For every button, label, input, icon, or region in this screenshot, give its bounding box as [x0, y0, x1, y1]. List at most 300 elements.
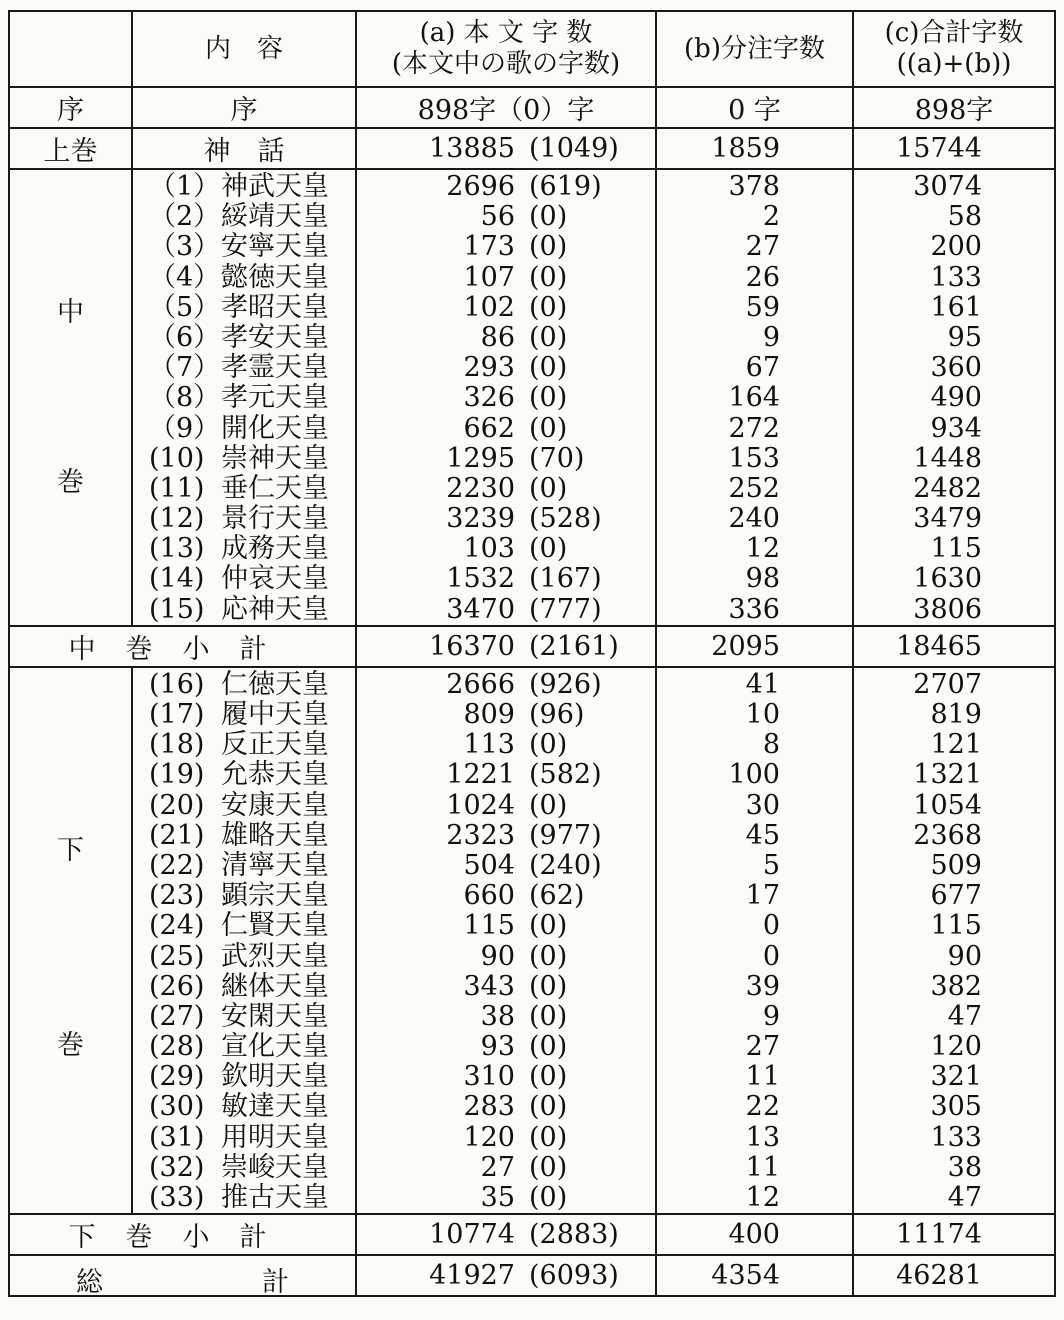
note-count-value: 252 [728, 472, 780, 504]
total-count-value: 2482 [913, 472, 982, 504]
note-count-value: 5 [762, 849, 780, 881]
main-text-count-value: 2666 [446, 668, 515, 700]
grand-total-c: 46281 [896, 1260, 982, 1292]
note-count-value: 11 [745, 1151, 780, 1183]
emperor-name: 崇神天皇 [221, 442, 329, 474]
main-text-count-value: 35 [480, 1182, 515, 1213]
emperor-row-label [133, 383, 355, 413]
main-text-count [357, 821, 655, 851]
emperor-row-label [133, 760, 355, 790]
header-c-line1: (c)合計字数 [884, 18, 1024, 48]
upper-a-paren: (1049) [529, 133, 619, 164]
middle-subtotal-row [9, 626, 1055, 667]
grand-total-c-cell [853, 1255, 1055, 1296]
grand-total-a-paren: (6093) [529, 1260, 619, 1292]
total-count-value: 934 [930, 412, 982, 444]
total-count-value: 2707 [913, 668, 982, 700]
total-count-value: 305 [930, 1091, 982, 1123]
song-count-value: (0) [529, 729, 568, 761]
main-text-count [357, 232, 655, 262]
note-count-value: 378 [728, 171, 780, 202]
emperor-number: (14) [149, 563, 205, 595]
lower-subtotal-row [9, 1214, 1055, 1255]
note-count-value: 9 [762, 321, 780, 353]
song-count-value: (0) [529, 261, 568, 293]
note-count-value: 27 [745, 1031, 780, 1063]
note-count-value: 26 [745, 261, 780, 293]
lower-subtotal-b: 400 [728, 1219, 780, 1251]
lower-volume-label-2: 巻 [57, 1029, 84, 1061]
middle-subtotal-a-paren: (2161) [529, 630, 619, 662]
emperor-number: （8） [149, 382, 221, 414]
note-count-value: 59 [745, 291, 780, 323]
emperor-number: （7） [149, 352, 221, 384]
emperor-number: (11) [149, 472, 205, 504]
header-a-line1: (a) 本 文 字 数 [419, 18, 593, 48]
main-text-count-value: 662 [463, 412, 515, 444]
song-count-value: (0) [529, 940, 568, 972]
total-count-value: 2368 [913, 819, 982, 851]
middle-names-cell [132, 169, 356, 626]
main-text-count-value: 1024 [446, 789, 515, 821]
middle-subtotal-a-cell [356, 626, 656, 667]
main-text-count [357, 700, 655, 730]
song-count-value: (977) [529, 819, 602, 851]
upper-b: 1859 [711, 133, 780, 164]
grand-total-a-main: 41927 [429, 1260, 515, 1292]
emperor-row-label [133, 564, 355, 594]
note-count-value: 11 [745, 1061, 780, 1093]
grand-total-row [9, 1255, 1055, 1296]
song-count-value: (0) [529, 201, 568, 233]
note-count-value: 98 [745, 563, 780, 595]
emperor-row-label [133, 730, 355, 760]
emperor-row-label [133, 1153, 355, 1183]
song-count-value: (0) [529, 412, 568, 444]
emperor-name: 顕宗天皇 [221, 880, 329, 912]
grand-total-label-1: 総 [76, 1267, 103, 1299]
song-count-value: (0) [529, 1061, 568, 1093]
kojiki-character-count-table [8, 10, 1056, 1297]
emperor-name: 安康天皇 [221, 789, 329, 821]
emperor-row-label [133, 595, 355, 625]
note-count-value: 0 [762, 910, 780, 942]
main-text-count [357, 760, 655, 790]
emperor-row-label [133, 1183, 355, 1213]
main-text-count-value: 504 [463, 849, 515, 881]
preface-b: 0 字 [656, 87, 853, 128]
emperor-name: 神武天皇 [221, 171, 329, 202]
main-text-count-value: 38 [480, 1000, 515, 1032]
emperor-row-label [133, 700, 355, 730]
emperor-number: (21) [149, 819, 205, 851]
main-text-count-value: 2323 [446, 819, 515, 851]
song-count-value: (96) [529, 699, 585, 730]
main-text-count [357, 353, 655, 383]
note-count-value: 240 [728, 503, 780, 535]
emperor-name: 宣化天皇 [221, 1031, 329, 1063]
note-count-value: 10 [745, 699, 780, 730]
emperor-name: 応神天皇 [221, 593, 329, 625]
emperor-number: (32) [149, 1151, 205, 1183]
main-text-count-value: 343 [463, 970, 515, 1002]
note-count-value: 41 [745, 668, 780, 700]
lower-c-cell [853, 667, 1055, 1214]
emperor-row-label [133, 353, 355, 383]
middle-subtotal-c: 18465 [896, 630, 982, 662]
note-count-value: 30 [745, 789, 780, 821]
emperor-name: 孝昭天皇 [221, 291, 329, 323]
main-text-count [357, 881, 655, 911]
total-count-value: 120 [930, 1031, 982, 1063]
song-count-value: (0) [529, 1182, 568, 1213]
main-text-count [357, 1062, 655, 1092]
main-text-count [357, 942, 655, 972]
song-count-value: (0) [529, 1151, 568, 1183]
total-count-value: 3479 [913, 503, 982, 535]
main-text-count-value: 3470 [446, 593, 515, 625]
emperor-number: (26) [149, 970, 205, 1002]
song-count-value: (0) [529, 910, 568, 942]
emperor-name: 懿徳天皇 [221, 261, 329, 293]
main-text-count [357, 474, 655, 504]
grand-total-label-2: 計 [262, 1267, 289, 1299]
emperor-row-label [133, 504, 355, 534]
main-text-count [357, 1123, 655, 1153]
song-count-value: (0) [529, 789, 568, 821]
song-count-value: (0) [529, 1121, 568, 1153]
emperor-number: （1） [149, 171, 221, 202]
emperor-row-label [133, 821, 355, 851]
main-text-count-value: 115 [463, 910, 515, 942]
emperor-number: (24) [149, 910, 205, 942]
middle-subtotal-b-cell [656, 626, 853, 667]
emperor-name: 開化天皇 [221, 412, 329, 444]
main-text-count [357, 791, 655, 821]
song-count-value: (0) [529, 1091, 568, 1123]
song-count-value: (0) [529, 970, 568, 1002]
note-count-value: 0 [762, 940, 780, 972]
song-count-value: (777) [529, 593, 602, 625]
note-count-value: 13 [745, 1121, 780, 1153]
emperor-name: 成務天皇 [221, 533, 329, 565]
lower-subtotal-b-cell [656, 1214, 853, 1255]
emperor-number: (31) [149, 1121, 205, 1153]
header-c-line2: ((a)+(b)) [896, 49, 1012, 79]
upper-b-cell [656, 128, 853, 169]
main-text-count [357, 1092, 655, 1122]
upper-volume-row [9, 128, 1055, 169]
upper-a-main: 13885 [429, 133, 515, 164]
lower-a-cell [356, 667, 656, 1214]
middle-volume-block [9, 169, 1055, 626]
total-count-value: 360 [930, 352, 982, 384]
main-text-count [357, 534, 655, 564]
lower-subtotal-a-paren: (2883) [529, 1219, 619, 1251]
note-count-value: 100 [728, 759, 780, 791]
emperor-number: （3） [149, 231, 221, 263]
main-text-count-value: 113 [463, 729, 515, 761]
main-text-count [357, 444, 655, 474]
emperor-row-label [133, 172, 355, 202]
header-b-cell [656, 11, 853, 87]
emperor-name: 允恭天皇 [221, 759, 329, 791]
header-volume-cell [9, 11, 132, 87]
note-count-value: 2 [762, 201, 780, 233]
header-a-cell [356, 11, 656, 87]
middle-subtotal-b: 2095 [711, 630, 780, 662]
main-text-count-value: 660 [463, 880, 515, 912]
main-text-count-value: 120 [463, 1121, 515, 1153]
grand-total-label-cell [9, 1255, 356, 1299]
total-count-value: 490 [930, 382, 982, 414]
note-count-value: 9 [762, 1000, 780, 1032]
emperor-row-label [133, 1123, 355, 1153]
upper-volume-label: 上巻 [9, 128, 132, 169]
main-text-count-value: 90 [480, 940, 515, 972]
emperor-number: (18) [149, 729, 205, 761]
total-count-value: 115 [930, 533, 982, 565]
note-count-value: 67 [745, 352, 780, 384]
upper-name: 神 話 [132, 128, 356, 169]
emperor-number: (13) [149, 533, 205, 565]
emperor-row-label [133, 534, 355, 564]
song-count-value: (0) [529, 382, 568, 414]
emperor-row-label [133, 293, 355, 323]
main-text-count-value: 102 [463, 291, 515, 323]
main-text-count-value: 1221 [446, 759, 515, 791]
emperor-name: 推古天皇 [221, 1182, 329, 1213]
total-count-value: 90 [947, 940, 982, 972]
main-text-count-value: 27 [480, 1151, 515, 1183]
emperor-row-label [133, 202, 355, 232]
song-count-value: (0) [529, 1000, 568, 1032]
emperor-name: 履中天皇 [221, 699, 329, 730]
main-text-count-value: 173 [463, 231, 515, 263]
total-count-value: 161 [930, 291, 982, 323]
main-text-count-value: 2696 [446, 171, 515, 202]
upper-a-cell [356, 128, 656, 169]
main-text-count-value: 2230 [446, 472, 515, 504]
emperor-name: 孝元天皇 [221, 382, 329, 414]
total-count-value: 133 [930, 261, 982, 293]
lower-volume-cell [9, 667, 132, 1214]
emperor-row-label [133, 791, 355, 821]
lower-names-cell [132, 667, 356, 1214]
main-text-count-value: 3239 [446, 503, 515, 535]
total-count-value: 382 [930, 970, 982, 1002]
emperor-row-label [133, 414, 355, 444]
emperor-name: 清寧天皇 [221, 849, 329, 881]
total-count-value: 1321 [913, 759, 982, 791]
song-count-value: (926) [529, 668, 602, 700]
header-content-cell [132, 11, 356, 87]
song-count-value: (70) [529, 442, 585, 474]
note-count-value: 12 [745, 533, 780, 565]
emperor-number: (22) [149, 849, 205, 881]
note-count-value: 164 [728, 382, 780, 414]
song-count-value: (62) [529, 880, 585, 912]
total-count-value: 3806 [913, 593, 982, 625]
emperor-number: (25) [149, 940, 205, 972]
header-b-label: (b)分注字数 [684, 33, 825, 64]
song-count-value: (0) [529, 321, 568, 353]
total-count-value: 47 [947, 1000, 982, 1032]
total-count-value: 58 [947, 201, 982, 233]
emperor-number: (17) [149, 699, 205, 730]
total-count-value: 115 [930, 910, 982, 942]
total-count-value: 133 [930, 1121, 982, 1153]
emperor-name: 欽明天皇 [221, 1061, 329, 1093]
main-text-count [357, 911, 655, 941]
emperor-number: (27) [149, 1000, 205, 1032]
main-text-count [357, 670, 655, 700]
total-count-value: 1054 [913, 789, 982, 821]
song-count-value: (167) [529, 563, 602, 595]
emperor-row-label [133, 881, 355, 911]
emperor-row-label [133, 1062, 355, 1092]
emperor-name: 崇峻天皇 [221, 1151, 329, 1183]
song-count-value: (0) [529, 1031, 568, 1063]
emperor-row-label [133, 474, 355, 504]
preface-name: 序 [132, 87, 356, 128]
emperor-number: (10) [149, 442, 205, 474]
lower-subtotal-label: 下巻小計 [9, 1214, 356, 1255]
main-text-count-value: 326 [463, 382, 515, 414]
main-text-count [357, 730, 655, 760]
emperor-row-label [133, 911, 355, 941]
emperor-name: 垂仁天皇 [221, 472, 329, 504]
main-text-count [357, 851, 655, 881]
main-text-count-value: 103 [463, 533, 515, 565]
emperor-number: (15) [149, 593, 205, 625]
main-text-count-value: 310 [463, 1061, 515, 1093]
lower-volume-label-1: 下 [57, 834, 84, 866]
emperor-number: (16) [149, 668, 205, 700]
emperor-row-label [133, 851, 355, 881]
emperor-row-label [133, 1002, 355, 1032]
emperor-row-label [133, 670, 355, 700]
grand-total-a-cell [356, 1255, 656, 1296]
song-count-value: (240) [529, 849, 602, 881]
lower-b-cell [656, 667, 853, 1214]
note-count-value: 45 [745, 819, 780, 851]
emperor-name: 景行天皇 [221, 503, 329, 535]
song-count-value: (0) [529, 352, 568, 384]
main-text-count [357, 504, 655, 534]
main-text-count [357, 595, 655, 625]
emperor-row-label [133, 972, 355, 1002]
main-text-count-value: 1295 [446, 442, 515, 474]
emperor-number: (20) [149, 789, 205, 821]
note-count-value: 272 [728, 412, 780, 444]
header-a-line2: (本文中の歌の字数) [391, 49, 621, 79]
main-text-count-value: 86 [480, 321, 515, 353]
note-count-value: 17 [745, 880, 780, 912]
emperor-name: 反正天皇 [221, 729, 329, 761]
main-text-count-value: 107 [463, 261, 515, 293]
emperor-name: 安寧天皇 [221, 231, 329, 263]
emperor-name: 継体天皇 [221, 970, 329, 1002]
emperor-row-label [133, 263, 355, 293]
total-count-value: 200 [930, 231, 982, 263]
note-count-value: 153 [728, 442, 780, 474]
middle-volume-label-1: 中 [57, 297, 84, 328]
middle-c-cell [853, 169, 1055, 626]
song-count-value: (528) [529, 503, 602, 535]
emperor-name: 孝霊天皇 [221, 352, 329, 384]
song-count-value: (582) [529, 759, 602, 791]
main-text-count [357, 1002, 655, 1032]
total-count-value: 38 [947, 1151, 982, 1183]
total-count-value: 819 [930, 699, 982, 730]
main-text-count-value: 93 [480, 1031, 515, 1063]
emperor-number: (33) [149, 1182, 205, 1213]
main-text-count [357, 172, 655, 202]
note-count-value: 22 [745, 1091, 780, 1123]
emperor-name: 用明天皇 [221, 1121, 329, 1153]
preface-volume: 序 [9, 87, 132, 128]
total-count-value: 1630 [913, 563, 982, 595]
preface-row [9, 87, 1055, 128]
middle-b-cell [656, 169, 853, 626]
emperor-row-label [133, 1032, 355, 1062]
emperor-row-label [133, 323, 355, 353]
song-count-value: (0) [529, 472, 568, 504]
emperor-name: 敏達天皇 [221, 1091, 329, 1123]
emperor-row-label [133, 232, 355, 262]
emperor-name: 仲哀天皇 [221, 563, 329, 595]
emperor-name: 綏靖天皇 [221, 201, 329, 233]
main-text-count-value: 56 [480, 201, 515, 233]
emperor-number: （6） [149, 321, 221, 353]
song-count-value: (0) [529, 533, 568, 565]
total-count-value: 1448 [913, 442, 982, 474]
emperor-number: （5） [149, 291, 221, 323]
note-count-value: 8 [762, 729, 780, 761]
middle-subtotal-c-cell [853, 626, 1055, 667]
main-text-count [357, 1153, 655, 1183]
preface-c: 898字 [853, 87, 1055, 128]
emperor-row-label [133, 942, 355, 972]
total-count-value: 321 [930, 1061, 982, 1093]
main-text-count [357, 263, 655, 293]
main-text-count [357, 414, 655, 444]
song-count-value: (0) [529, 291, 568, 323]
main-text-count [357, 972, 655, 1002]
total-count-value: 47 [947, 1182, 982, 1213]
emperor-row-label [133, 1092, 355, 1122]
total-count-value: 121 [930, 729, 982, 761]
note-count-value: 336 [728, 593, 780, 625]
emperor-name: 仁徳天皇 [221, 668, 329, 700]
lower-subtotal-c: 11174 [896, 1219, 982, 1251]
emperor-number: (12) [149, 503, 205, 535]
song-count-value: (619) [529, 171, 602, 202]
main-text-count-value: 293 [463, 352, 515, 384]
emperor-name: 雄略天皇 [221, 819, 329, 851]
note-count-value: 27 [745, 231, 780, 263]
emperor-number: (23) [149, 880, 205, 912]
lower-subtotal-a-main: 10774 [429, 1219, 515, 1251]
middle-subtotal-label: 中巻小計 [9, 626, 356, 667]
total-count-value: 677 [930, 880, 982, 912]
emperor-number: (19) [149, 759, 205, 791]
header-row [9, 11, 1055, 87]
lower-subtotal-a-cell [356, 1214, 656, 1255]
main-text-count [357, 202, 655, 232]
emperor-number: (29) [149, 1061, 205, 1093]
